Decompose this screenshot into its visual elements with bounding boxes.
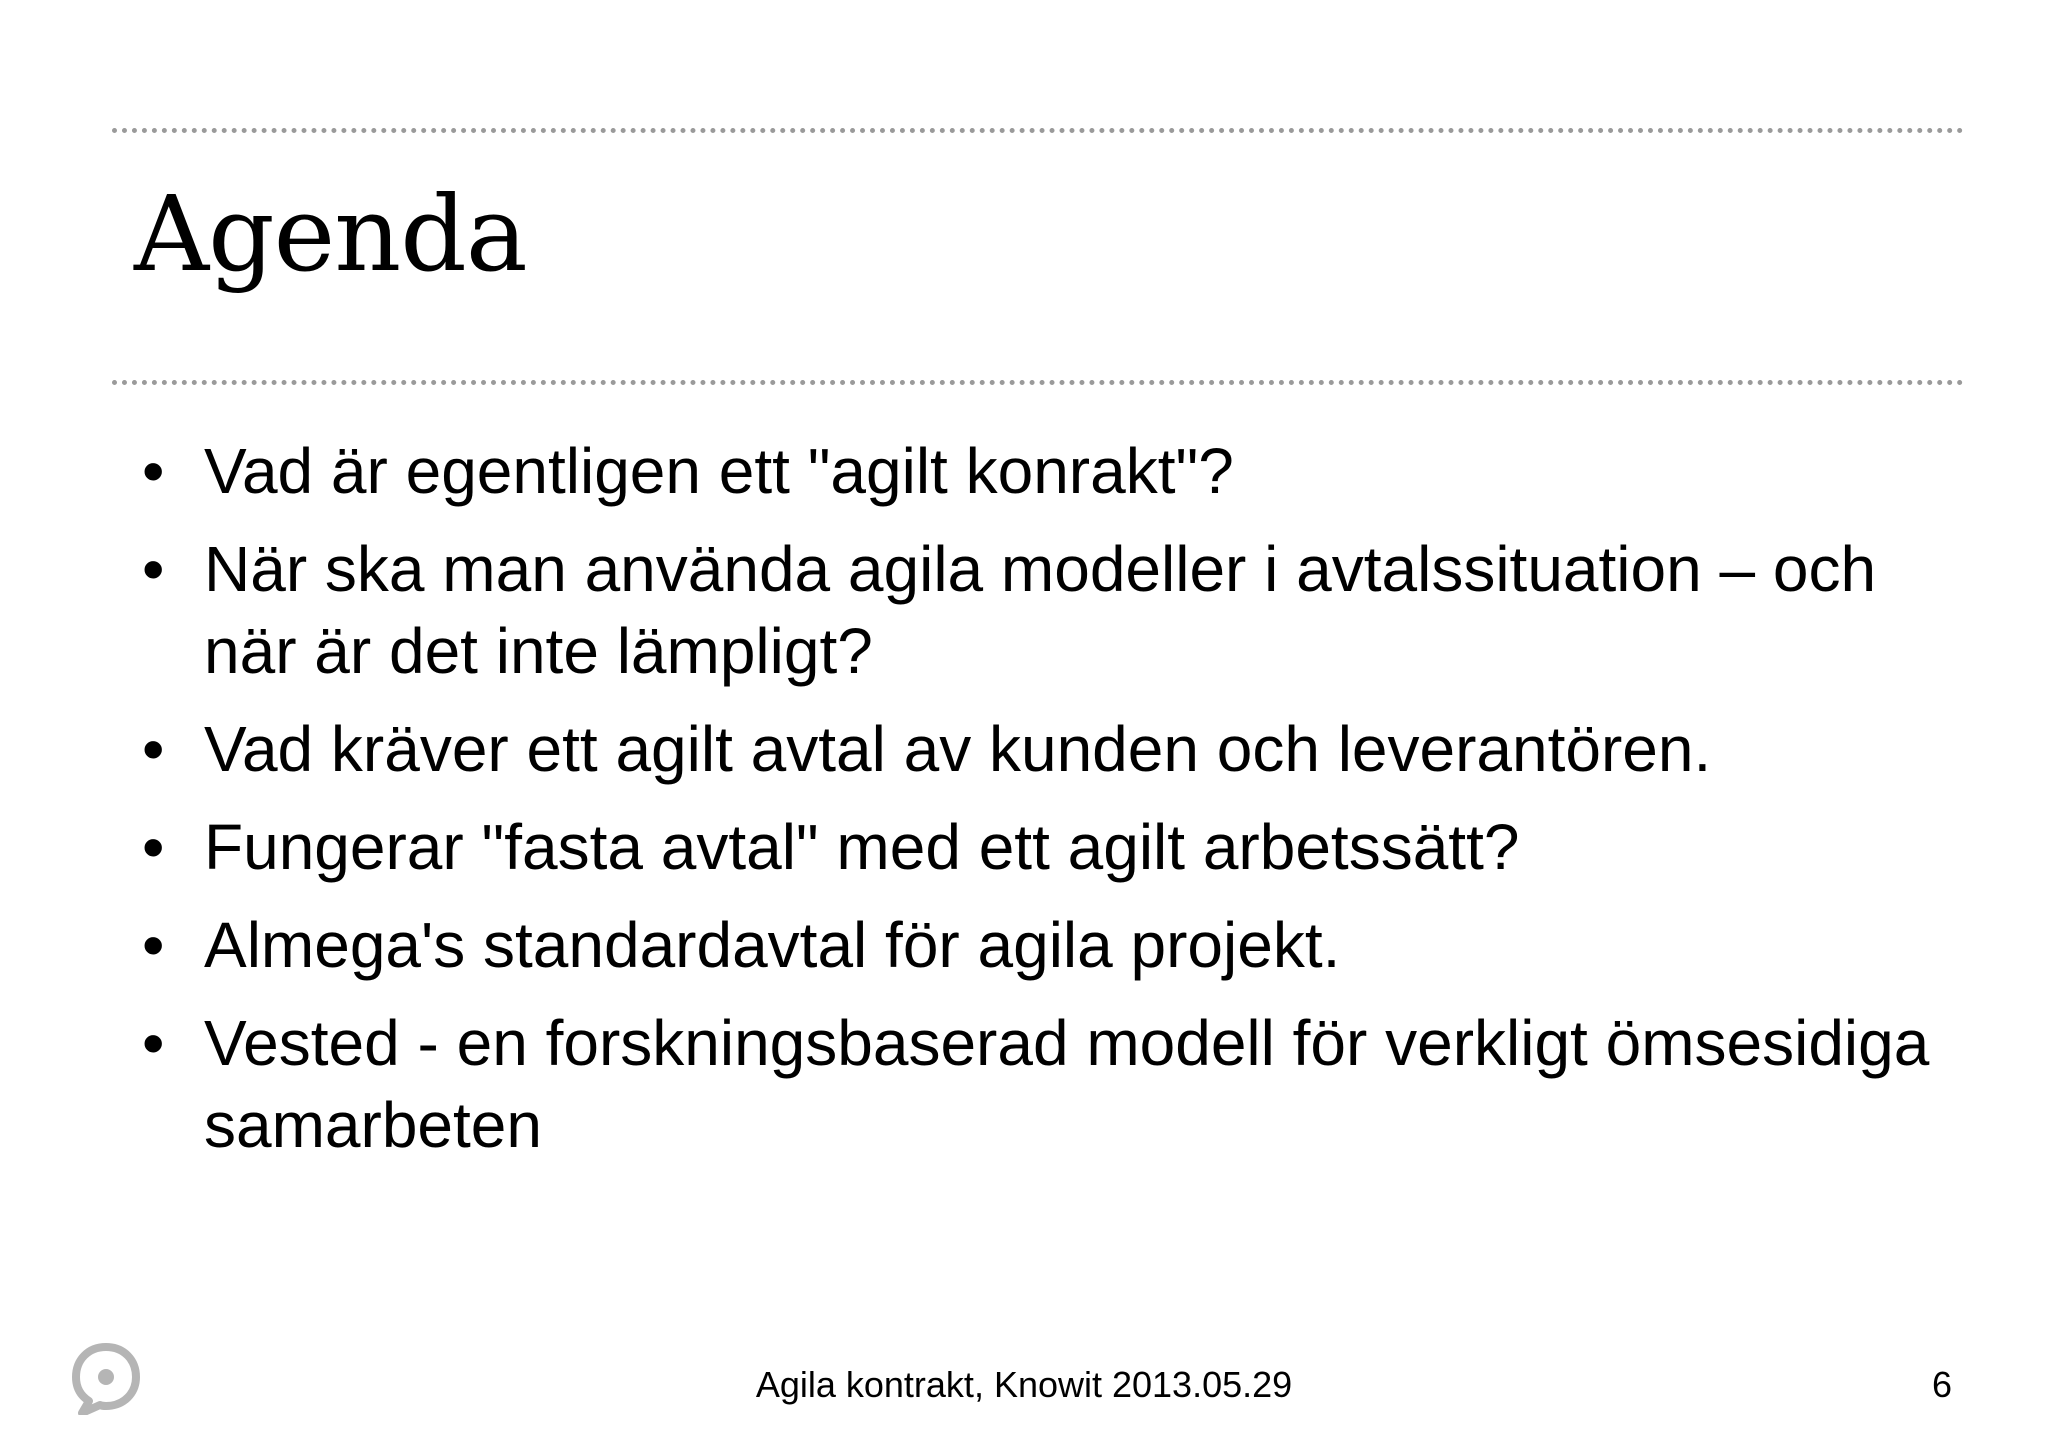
agenda-item <box>134 1002 1964 1166</box>
agenda-item <box>134 904 1964 986</box>
agenda-item-text: Vested - en forskningsbaserad modell för verkligt ömsesidiga samarbeten <box>204 1007 1930 1161</box>
bullet-icon: • <box>142 533 165 605</box>
bullet-icon: • <box>142 909 165 981</box>
bullet-icon: • <box>142 435 165 507</box>
agenda-item <box>134 528 1964 692</box>
agenda-item-text: Vad kräver ett agilt avtal av kunden och leverantören. <box>204 713 1712 785</box>
agenda-item-text: Vad är egentligen ett "agilt konrakt"? <box>204 435 1234 507</box>
slide-footer: Agila kontrakt, Knowit 2013.05.29 <box>755 1364 1293 1405</box>
agenda-item <box>134 430 1964 512</box>
agenda-item-text: När ska man använda agila modeller i avtalssituation – och när är det inte lämpligt? <box>204 533 1877 687</box>
agenda-item-text: Almega's standardavtal för agila projekt. <box>204 909 1341 981</box>
page-number: 6 <box>1931 1364 1952 1405</box>
agenda-item-text: Fungerar "fasta avtal" med ett agilt arbetssätt? <box>204 811 1520 883</box>
bullet-icon: • <box>142 811 165 883</box>
title-dotted-divider <box>112 380 1964 385</box>
agenda-list <box>134 430 1964 1182</box>
top-dotted-divider <box>112 128 1964 133</box>
agenda-item <box>134 806 1964 888</box>
bullet-icon: • <box>142 1007 165 1079</box>
agenda-item <box>134 708 1964 790</box>
bullet-icon: • <box>142 713 165 785</box>
slide-title: Agenda <box>134 173 527 295</box>
